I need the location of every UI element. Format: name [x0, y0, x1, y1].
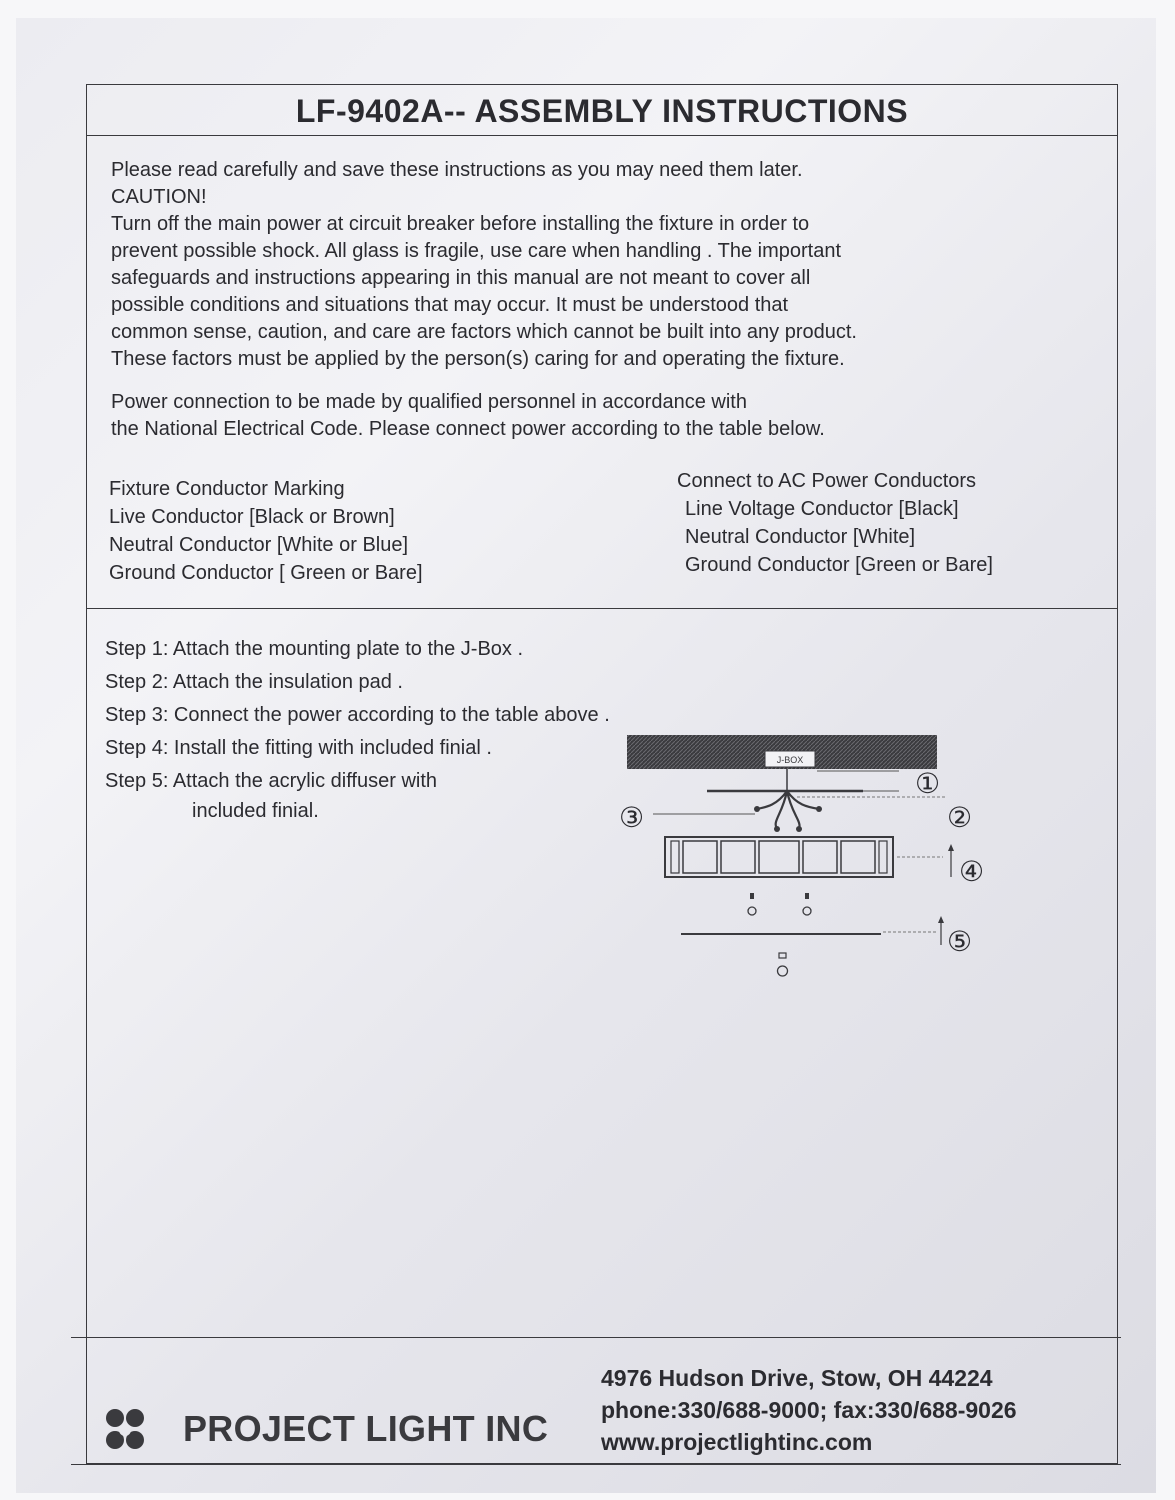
ac-power-column [677, 467, 993, 579]
company-name: PROJECT LIGHT INC [183, 1408, 549, 1449]
caution-line: safeguards and instructions appearing in this manual are not meant to cover all [111, 267, 811, 289]
read-notice: Please read carefully and save these instructions as you may need them later. [111, 159, 803, 181]
step-continuation: included finial. [192, 800, 319, 822]
phone-fax: phone:330/688-9000; fax:330/688-9026 [601, 1397, 1017, 1423]
fixture-conductor-column [109, 475, 423, 587]
bottom-finial [778, 953, 788, 976]
assembly-diagram [607, 725, 1007, 985]
contact-block [601, 1362, 1017, 1458]
callout-5: ⑤ [947, 925, 973, 958]
callout-3: ③ [619, 801, 645, 834]
conductor-item: Ground Conductor [ Green or Bare] [109, 562, 423, 584]
website-link[interactable]: www.projectlightinc.com [601, 1429, 873, 1455]
caution-line: prevent possible shock. All glass is fragile, use care when handling . The important [111, 240, 842, 262]
intro-section [111, 157, 1091, 443]
finial-pair [748, 893, 811, 915]
address: 4976 Hudson Drive, Stow, OH 44224 [601, 1365, 993, 1391]
conductor-item: Neutral Conductor [White or Blue] [109, 534, 409, 556]
callout-2: ② [947, 801, 973, 834]
conductor-item: Ground Conductor [Green or Bare] [685, 554, 993, 576]
footer [71, 1337, 1121, 1465]
caution-line: These factors must be applied by the person(s) caring for and operating the fixture. [111, 348, 845, 370]
conductor-item: Live Conductor [Black or Brown] [109, 506, 395, 528]
caution-line: possible conditions and situations that may occur. It must be understood that [111, 294, 789, 316]
step-item: Step 1: Attach the mounting plate to the J-Box . [105, 638, 524, 660]
column-header: Fixture Conductor Marking [109, 478, 345, 500]
step-item: Step 3: Connect the power according to the table above . [105, 704, 610, 726]
caution-line: common sense, caution, and care are factors which cannot be built into any product. [111, 321, 857, 343]
caution-line: Turn off the main power at circuit breaker before installing the fixture in order to [111, 213, 810, 235]
fixture-body [665, 837, 893, 877]
conductor-item: Line Voltage Conductor [Black] [685, 498, 959, 520]
power-line: the National Electrical Code. Please connect power according to the table below. [111, 418, 825, 440]
company-logo-icon [101, 1406, 149, 1454]
section-divider [87, 608, 1117, 609]
page-title: LF-9402A-- ASSEMBLY INSTRUCTIONS [295, 93, 909, 129]
callout-1: ① [915, 767, 941, 800]
step-item: Step 5: Attach the acrylic diffuser with [105, 770, 438, 792]
conductor-item: Neutral Conductor [White] [685, 526, 916, 548]
callout-4: ④ [959, 855, 985, 888]
instruction-sheet [86, 84, 1118, 1464]
step-item: Step 2: Attach the insulation pad . [105, 671, 403, 693]
power-line: Power connection to be made by qualified personnel in accordance with [111, 391, 747, 413]
conductor-table [109, 470, 1089, 595]
title-bar [87, 85, 1117, 136]
caution-heading: CAUTION! [111, 186, 207, 208]
column-header: Connect to AC Power Conductors [677, 470, 977, 492]
step-item: Step 4: Install the fitting with included finial . [105, 737, 492, 759]
jbox-label: J-BOX [776, 755, 804, 765]
